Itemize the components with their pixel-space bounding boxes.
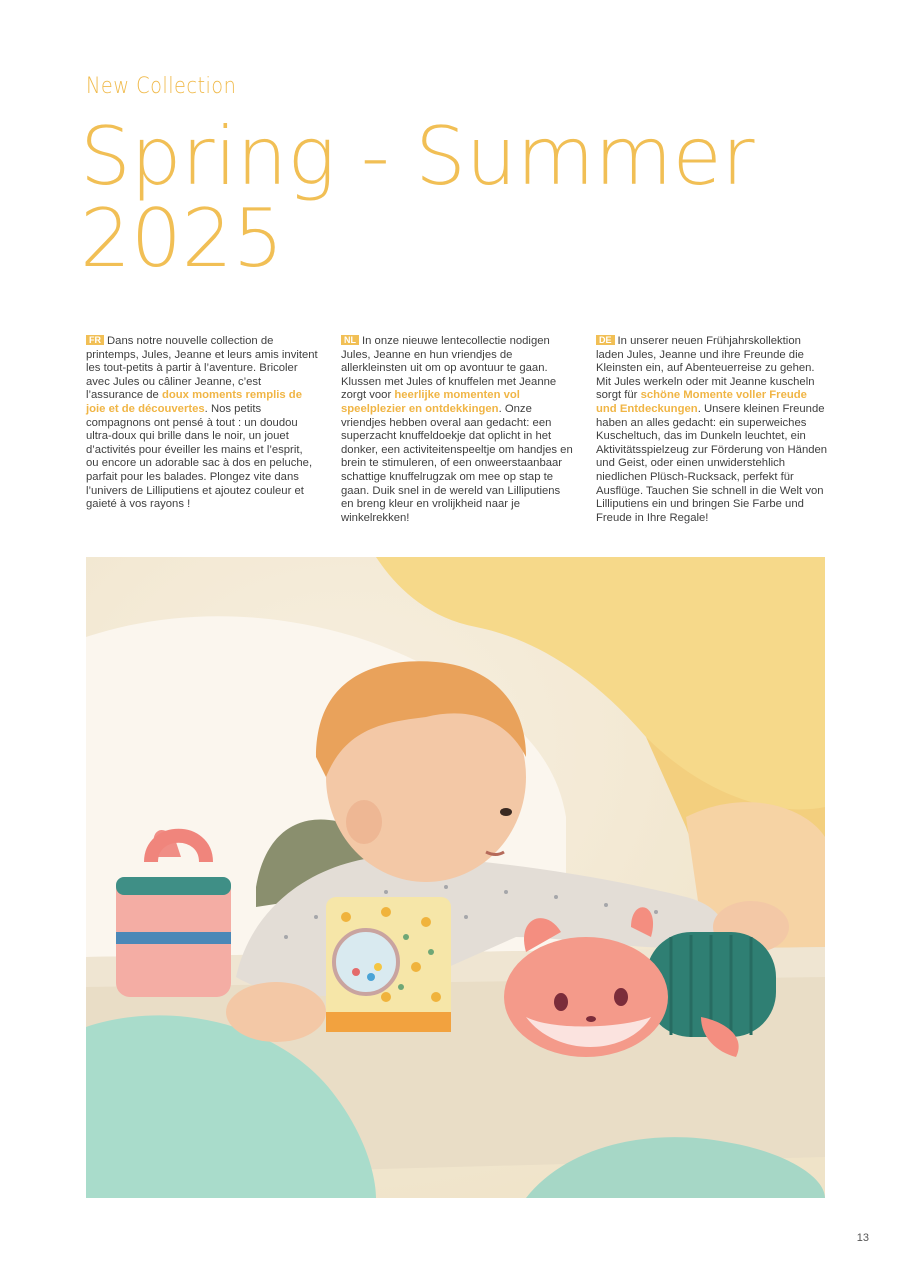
- baby-eye: [500, 808, 512, 816]
- language-tag-nl: NL: [341, 335, 359, 345]
- baby-ear: [346, 800, 382, 844]
- dutch-text-intro: In onze nieuwe lentecollectie nodigen Jules, Jeanne en hun vriendjes de allerkleinsten uit om op avontuur te gaan. Klussen met Jules of knuffelen met Jeanne zorgt voor: [341, 335, 557, 402]
- french-text-intro: Dans notre nouvelle collection de printemps, Jules, Jeanne et leurs amis invitent les tout-petits à partir à l’aventure. Bricoler avec Jules ou câliner Jeanne, c’est l’assurance de: [86, 335, 318, 402]
- language-tag-de: DE: [596, 335, 615, 345]
- column-dutch: [341, 335, 573, 525]
- collection-kicker: New Collection: [86, 74, 237, 99]
- column-german: [596, 335, 828, 525]
- dutch-text-rest: . Onze vriendjes hebben overal aan gedacht: een superzacht knuffeldoekje dat oplicht in het donker, een activiteitenspeeltje om handjes en brein te stimuleren, of een onweerstaanbaar schattige knuffelrugzak om mee op stap te gaan. Duik snel in de wereld van Lilliputiens en breng kleur en vrolijkheid naar je winkelrekken!: [341, 402, 573, 524]
- french-highlight: doux moments remplis de joie et de découvertes: [86, 389, 302, 415]
- french-text-rest: . Nos petits compagnons ont pensé à tout : un doudou ultra-doux qui brille dans le noir, un jouet d’activités pour éveiller les mains et l’esprit, ou encore un adorable sac à dos en peluche, parfait pour les balades. Plongez vite dans l’univers de Lilliputiens et ajoutez couleur et gaieté à vos rayons !: [86, 402, 313, 511]
- activity-cube-toy: [326, 897, 451, 1032]
- page-title: [80, 110, 840, 285]
- product-photo: [86, 557, 825, 1198]
- page-number: 13: [856, 1232, 869, 1244]
- german-text-rest: . Unsere kleinen Freunde haben an alles gedacht: ein superweiches Kuscheltuch, das im Dunkeln leuchtet, ein Aktivitätsspielzeug zur Förderung von Händen und Geist, oder einen unwiderstehlich niedlichen Plüsch-Rucksack, perfekt für Ausflüge. Tauchen Sie schnell in die Welt von Lilliputiens ein und bringen Sie Farbe und Freude in Ihre Regale!: [596, 402, 828, 524]
- german-text-intro: In unserer neuen Frühjahrskollektion laden Jules, Jeanne und ihre Freunde die Kleinsten ein, auf Abenteuerreise zu gehen. Mit Jules werkeln oder mit Jeanne kuscheln sorgt für: [596, 335, 815, 402]
- title-line-2: 2025: [80, 192, 284, 285]
- language-tag-fr: FR: [86, 335, 104, 345]
- column-french: [86, 335, 318, 512]
- dutch-highlight: heerlijke momenten vol speelplezier en ontdekkingen: [341, 389, 520, 415]
- baby-left-hand: [226, 982, 326, 1042]
- baby-with-toys-illustration: [86, 557, 825, 1198]
- title-line-1: Spring - Summer: [80, 110, 755, 203]
- german-highlight: schöne Momente voller Freude und Entdeckungen: [596, 389, 807, 415]
